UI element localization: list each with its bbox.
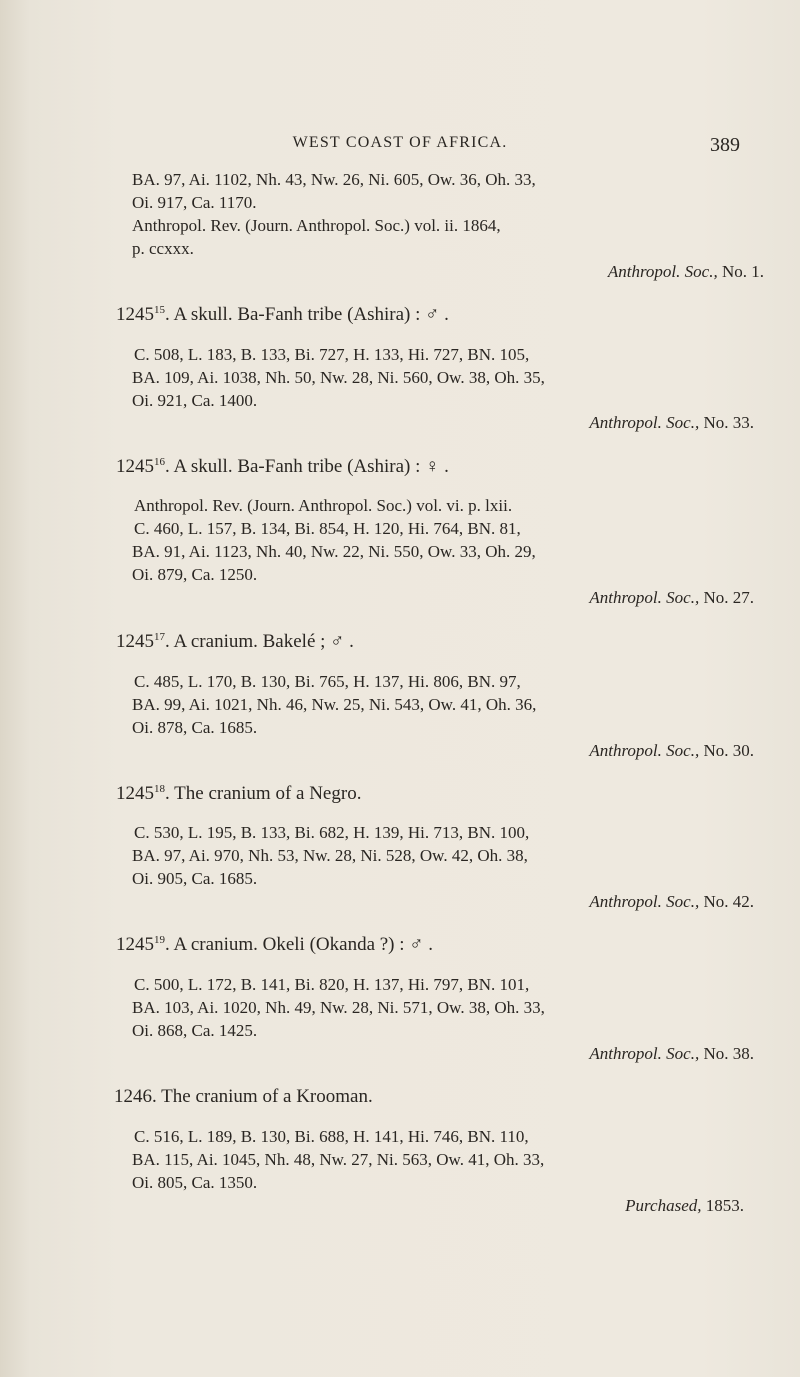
measurement-line: C. 530, L. 195, B. 133, Bi. 682, H. 139, Hi. 713, BN. 100, bbox=[134, 823, 530, 842]
entry-title: . A skull. Ba-Fanh tribe (Ashira) : ♀ . bbox=[165, 456, 449, 477]
entry-source bbox=[589, 892, 754, 912]
entry-heading bbox=[116, 632, 354, 652]
measurement-line: C. 500, L. 172, B. 141, Bi. 820, H. 137, Hi. 797, BN. 101, bbox=[134, 975, 530, 994]
measurement-line: BA. 103, Ai. 1020, Nh. 49, Nw. 28, Ni. 571, Ow. 38, Oh. 33, bbox=[132, 998, 545, 1017]
continuation-source bbox=[608, 262, 764, 282]
entry-superscript: 15 bbox=[154, 304, 165, 316]
measurement-line: Oi. 905, Ca. 1685. bbox=[132, 869, 258, 888]
measurement-line: C. 508, L. 183, B. 133, Bi. 727, H. 133, Hi. 727, BN. 105, bbox=[134, 345, 530, 364]
measurement-line: BA. 109, Ai. 1038, Nh. 50, Nw. 28, Ni. 560, Ow. 38, Oh. 35, bbox=[132, 368, 545, 387]
entry-source bbox=[589, 741, 754, 761]
source-collection: Purchased, bbox=[625, 1196, 702, 1215]
entry-source bbox=[589, 588, 754, 608]
measurement-line: C. 460, L. 157, B. 134, Bi. 854, H. 120, Hi. 764, BN. 81, bbox=[134, 519, 521, 538]
source-number: 1853. bbox=[705, 1196, 744, 1215]
entry-title: . The cranium of a Krooman. bbox=[152, 1086, 373, 1107]
measurement-line: C. 485, L. 170, B. 130, Bi. 765, H. 137, Hi. 806, BN. 97, bbox=[134, 672, 521, 691]
source-collection: Anthropol. Soc., bbox=[589, 1044, 700, 1063]
entry-source bbox=[589, 1044, 754, 1064]
entry-number: 1246 bbox=[114, 1086, 152, 1107]
source-number: No. 38. bbox=[703, 1044, 754, 1063]
entry-superscript: 17 bbox=[154, 631, 165, 643]
entry-heading bbox=[116, 935, 433, 955]
page-header bbox=[0, 134, 800, 158]
entry-superscript: 18 bbox=[154, 783, 165, 795]
measurement-line: Oi. 921, Ca. 1400. bbox=[132, 391, 258, 410]
entry-source bbox=[589, 413, 754, 433]
measurement-line: BA. 99, Ai. 1021, Nh. 46, Nw. 25, Ni. 543, Ow. 41, Oh. 36, bbox=[132, 695, 537, 714]
measurement-line: Oi. 868, Ca. 1425. bbox=[132, 1021, 258, 1040]
entry-heading bbox=[114, 1087, 373, 1107]
entry-superscript: 19 bbox=[154, 934, 165, 946]
entry-heading bbox=[116, 305, 449, 325]
measurement-line: Oi. 878, Ca. 1685. bbox=[132, 718, 258, 737]
entry-number: 1245 bbox=[116, 456, 154, 477]
entry-number: 1245 bbox=[116, 783, 154, 804]
source-collection: Anthropol. Soc., bbox=[607, 262, 718, 281]
source-number: No. 33. bbox=[703, 413, 754, 432]
entry-number: 1245 bbox=[116, 304, 154, 325]
entry-superscript: 16 bbox=[154, 456, 165, 468]
entry-source bbox=[625, 1196, 744, 1216]
entry-title: . The cranium of a Negro. bbox=[165, 783, 362, 804]
source-collection: Anthropol. Soc., bbox=[589, 892, 700, 911]
source-collection: Anthropol. Soc., bbox=[589, 413, 700, 432]
measurement-line: BA. 97, Ai. 970, Nh. 53, Nw. 28, Ni. 528, Ow. 42, Oh. 38, bbox=[132, 846, 528, 865]
entry-title: . A skull. Ba-Fanh tribe (Ashira) : ♂ . bbox=[165, 304, 449, 325]
running-head: WEST COAST OF AFRICA. bbox=[292, 134, 508, 151]
source-number: No. 42. bbox=[703, 892, 754, 911]
source-collection: Anthropol. Soc., bbox=[589, 741, 700, 760]
continuation-line: p. ccxxx. bbox=[132, 239, 194, 258]
measurement-line: Oi. 879, Ca. 1250. bbox=[132, 565, 258, 584]
source-number: No. 1. bbox=[721, 262, 764, 281]
source-collection: Anthropol. Soc., bbox=[589, 588, 700, 607]
entry-number: 1245 bbox=[116, 631, 154, 652]
entry-heading bbox=[116, 784, 361, 804]
measurement-line: BA. 91, Ai. 1123, Nh. 40, Nw. 22, Ni. 550, Ow. 33, Oh. 29, bbox=[132, 542, 536, 561]
measurement-line: Oi. 805, Ca. 1350. bbox=[132, 1173, 258, 1192]
entry-heading bbox=[116, 457, 449, 477]
continuation-line: Anthropol. Rev. (Journ. Anthropol. Soc.) vol. ii. 1864, bbox=[132, 216, 501, 235]
entry-number: 1245 bbox=[116, 934, 154, 955]
reference-line: Anthropol. Rev. (Journ. Anthropol. Soc.) vol. vi. p. lxii. bbox=[134, 496, 513, 515]
continuation-line: Oi. 917, Ca. 1170. bbox=[132, 193, 257, 212]
entry-title: . A cranium. Bakelé ; ♂ . bbox=[165, 631, 354, 652]
continuation-line: BA. 97, Ai. 1102, Nh. 43, Nw. 26, Ni. 605, Ow. 36, Oh. 33, bbox=[132, 170, 536, 189]
entry-title: . A cranium. Okeli (Okanda ?) : ♂ . bbox=[165, 934, 434, 955]
source-number: No. 27. bbox=[703, 588, 754, 607]
page-number: 389 bbox=[710, 134, 740, 156]
source-number: No. 30. bbox=[703, 741, 754, 760]
measurement-line: C. 516, L. 189, B. 130, Bi. 688, H. 141, Hi. 746, BN. 110, bbox=[134, 1127, 529, 1146]
measurement-line: BA. 115, Ai. 1045, Nh. 48, Nw. 27, Ni. 563, Ow. 41, Oh. 33, bbox=[132, 1150, 545, 1169]
